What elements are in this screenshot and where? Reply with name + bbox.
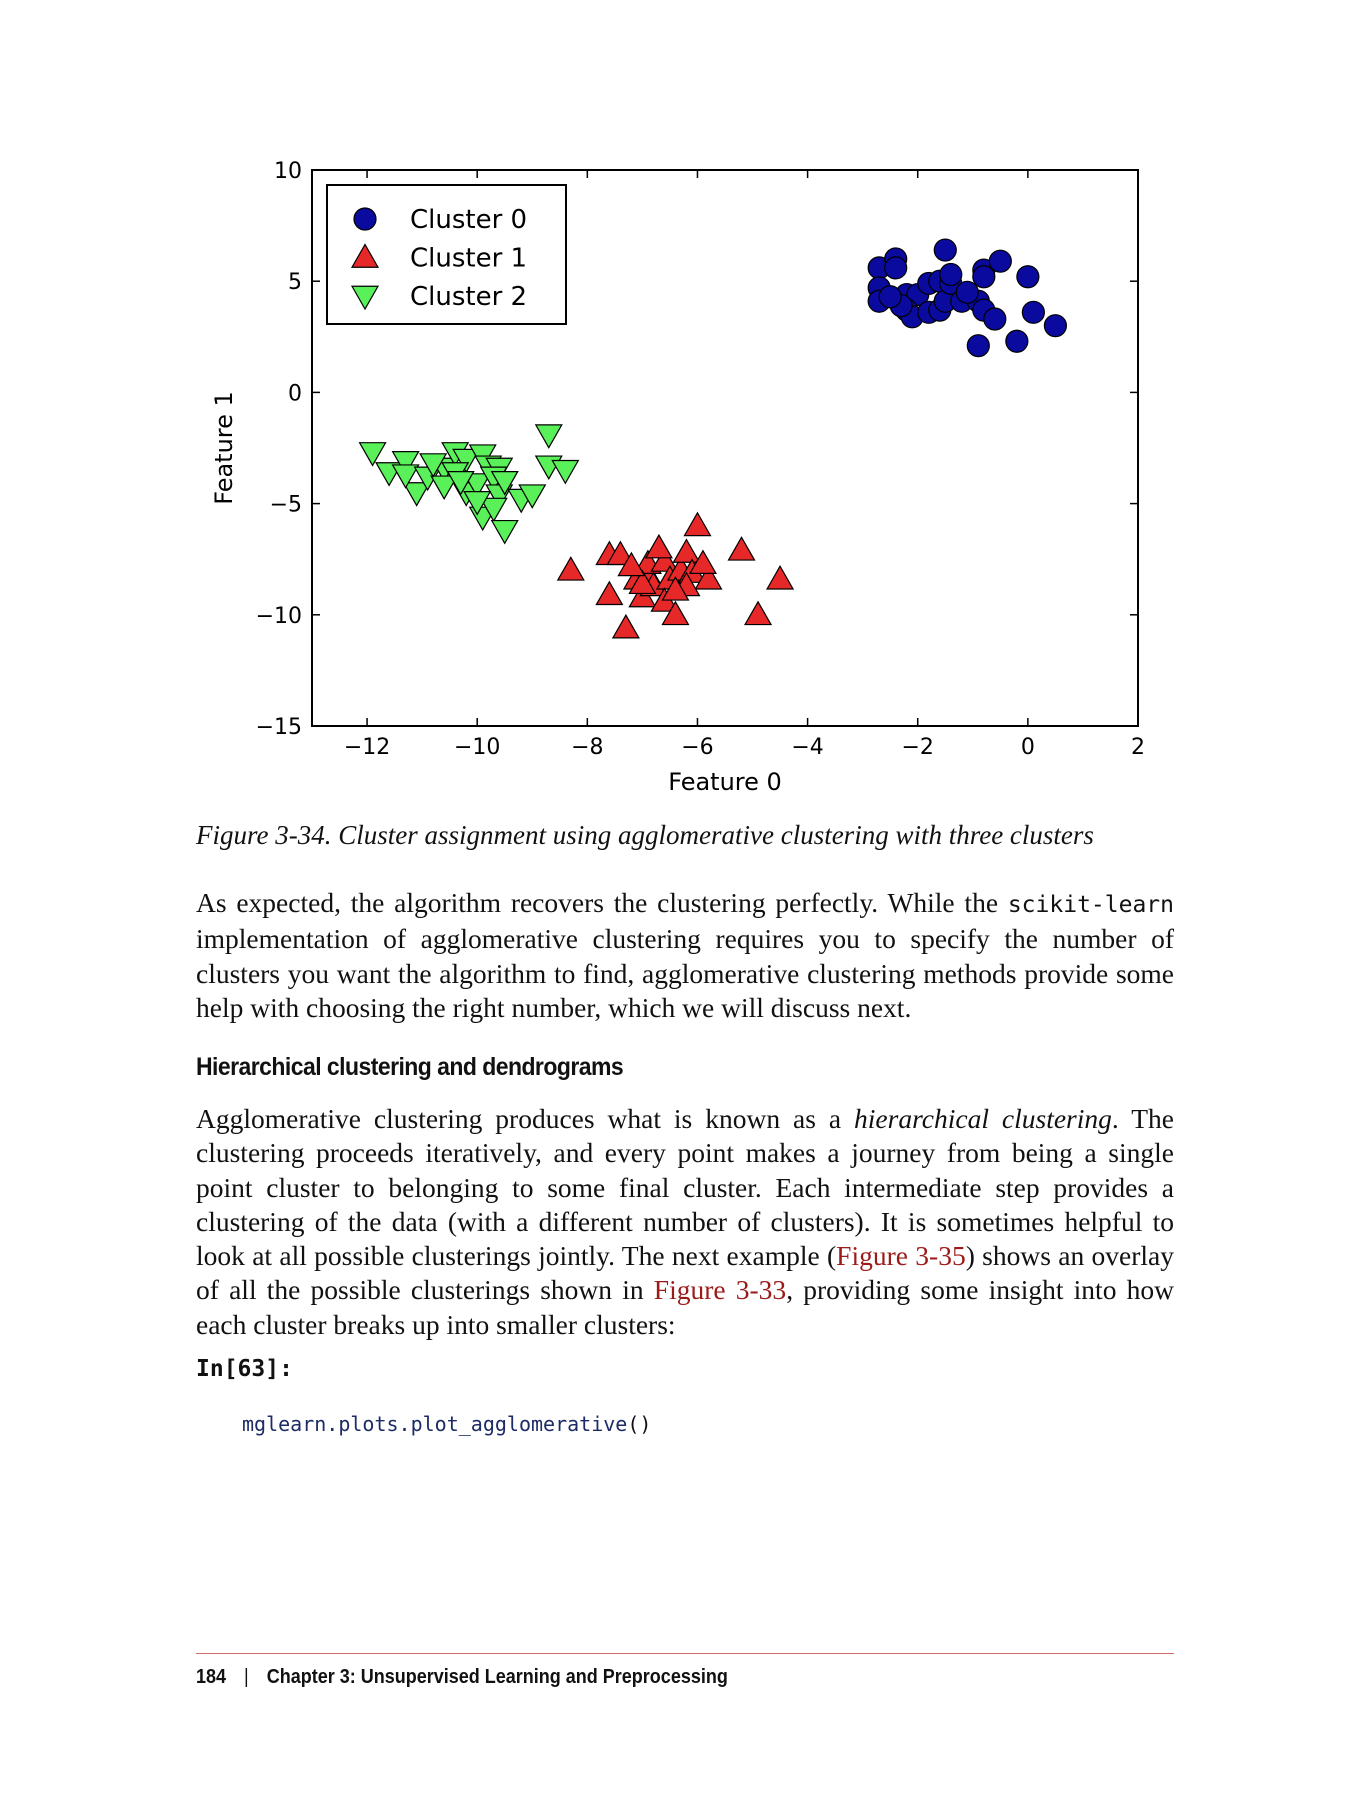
paragraph-text: As expected, the algorithm recovers the clustering perfectly. While the [196, 887, 1008, 918]
scatter-chart [195, 150, 1195, 810]
cluster-2-point [492, 521, 518, 544]
cluster-1-point [767, 566, 793, 589]
cluster-0-point [1044, 315, 1066, 337]
figure-link-3-35[interactable]: Figure 3-35 [836, 1240, 966, 1272]
y-tick-label: −15 [255, 715, 302, 740]
paragraph-intro [196, 886, 1174, 1025]
cluster-0-point [956, 281, 978, 303]
legend-marker-cluster-0 [354, 208, 376, 230]
cluster-1-point [613, 615, 639, 638]
legend-label: Cluster 0 [410, 205, 528, 235]
cluster-0-point [885, 257, 907, 279]
y-tick-label: 10 [274, 159, 302, 184]
footer-rule [196, 1653, 1174, 1654]
cluster-1-point [729, 537, 755, 560]
cluster-0-point [934, 239, 956, 261]
footer-separator: | [244, 1666, 249, 1688]
cluster-2-point [360, 443, 386, 466]
emphasis-term: hierarchical clustering [854, 1103, 1112, 1134]
x-tick-label: −10 [453, 735, 501, 760]
y-tick-label: 5 [288, 270, 302, 296]
cluster-0-point [984, 308, 1006, 330]
cluster-0-point [1017, 266, 1039, 288]
code-cell-label: In[63]: [196, 1356, 293, 1382]
x-tick-label: −6 [681, 735, 714, 760]
cluster-2-point [552, 460, 578, 483]
x-tick-label: −4 [791, 735, 824, 760]
legend-label: Cluster 2 [410, 282, 528, 312]
paragraph-text: ) shows an overlay of all the possible clusterings shown in [196, 1240, 1174, 1306]
cluster-0-point [940, 264, 962, 286]
paragraph-text: Agglomerative clustering produces what is known as a [196, 1103, 855, 1134]
chart-legend [327, 185, 566, 324]
cluster-1-point [646, 535, 672, 558]
section-heading: Hierarchical clustering and dendrograms [196, 1053, 624, 1081]
cluster-1-point [745, 602, 771, 625]
cluster-0-point [879, 286, 901, 308]
cluster-0-point [973, 266, 995, 288]
y-tick-label: −10 [255, 603, 302, 629]
page-footer [196, 1666, 728, 1689]
x-tick-label: 0 [1020, 735, 1035, 760]
figure-caption: Figure 3-34. Cluster assignment using agglomerative clustering with three clusters [196, 820, 1094, 850]
paragraph-text: . The clustering proceeds iteratively, and every point makes a journey from being a single point cluster to belonging to some final cluster. Each intermediate step provides a clustering of the data (with a different number of clusters). It is sometimes helpful to look at all possible clusterings jointly. The next example ( [196, 1103, 1174, 1272]
y-axis-label: Feature 1 [210, 391, 238, 505]
x-tick-label: −12 [343, 735, 391, 760]
cluster-1-point [596, 582, 622, 605]
cluster-1-point [673, 540, 699, 563]
page-number: 184 [196, 1666, 227, 1688]
cluster-1-point [558, 557, 584, 580]
y-tick-label: −5 [269, 492, 302, 518]
cluster-0-point [1022, 301, 1044, 323]
inline-code: scikit-learn [1007, 892, 1174, 918]
chapter-title: Chapter 3: Unsupervised Learning and Preprocessing [266, 1666, 728, 1688]
code-line [242, 1412, 651, 1436]
figure-link-3-33[interactable]: Figure 3-33 [653, 1274, 787, 1306]
x-tick-label: −8 [571, 735, 604, 760]
paragraph-text: , providing some insight into how each cluster breaks up into smaller clusters: [196, 1274, 1174, 1340]
x-tick-label: 2 [1131, 735, 1145, 760]
cluster-2-point [536, 425, 562, 448]
paragraph-text: implementation of agglomerative clustering requires you to specify the number of clusters you want the algorithm to find, agglomerative clustering methods provide some help with choosing the right number, which we will discuss next. [196, 923, 1174, 1023]
paragraph-hierarchical [196, 1102, 1174, 1342]
code-call: mglearn.plots.plot_agglomerative [242, 1412, 628, 1436]
code-parens: () [627, 1412, 652, 1436]
cluster-1-point [684, 513, 710, 536]
cluster-0-point [989, 250, 1011, 272]
x-axis-label: Feature 0 [668, 768, 782, 796]
y-tick-label: 0 [288, 381, 302, 407]
cluster-0-point [1006, 330, 1028, 352]
cluster-0-point [967, 335, 989, 357]
x-tick-label: −2 [901, 735, 934, 760]
legend-label: Cluster 1 [410, 243, 528, 274]
